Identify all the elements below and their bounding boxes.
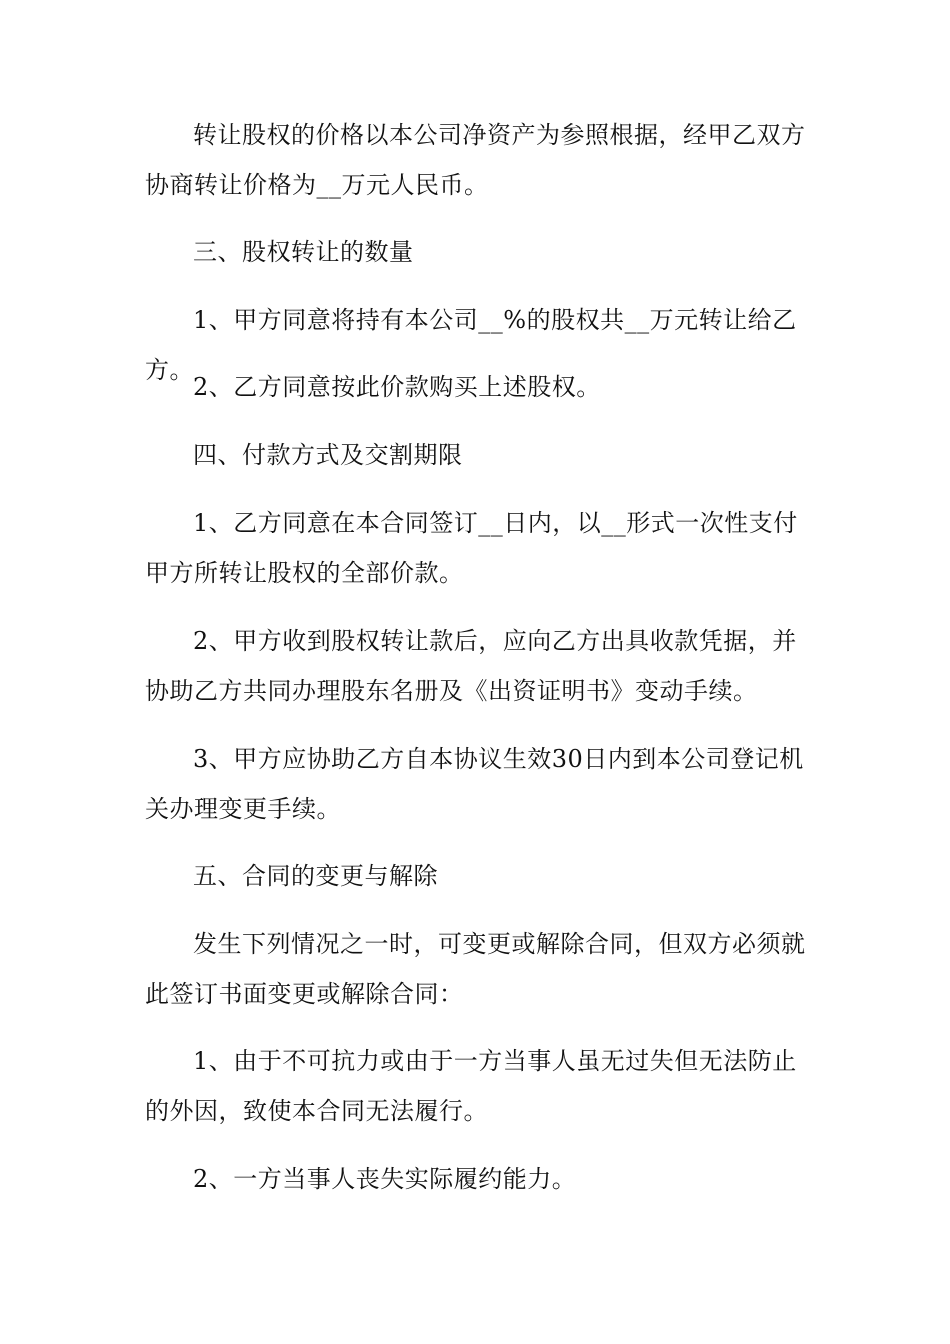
- paragraph-4-3: 3、甲方应协助乙方自本协议生效30日内到本公司登记机关办理变更手续。: [145, 745, 804, 823]
- paragraph-5-2: 2、一方当事人丧失实际履约能力。: [193, 1165, 577, 1193]
- heading-section-5: 五、合同的变更与解除: [193, 862, 438, 890]
- paragraph-5-1: 1、由于不可抗力或由于一方当事人虽无过失但无法防止的外因，致使本合同无法履行。: [145, 1047, 797, 1125]
- paragraph-3-1: 1、甲方同意将持有本公司__%的股权共__万元转让给乙方。: [145, 306, 797, 384]
- paragraph-4-2: 2、甲方收到股权转让款后，应向乙方出具收款凭据，并协助乙方共同办理股东名册及《出资证明书》变动手续。: [145, 627, 797, 705]
- paragraph-4-1: 1、乙方同意在本合同签订__日内，以__形式一次性支付甲方所转让股权的全部价款。: [145, 509, 798, 587]
- paragraph-3-2: 2、乙方同意按此价款购买上述股权。: [193, 373, 601, 401]
- paragraph-price: 转让股权的价格以本公司净资产为参照根据，经甲乙双方协商转让价格为__万元人民币。: [145, 121, 806, 199]
- heading-section-3: 三、股权转让的数量: [193, 238, 414, 266]
- paragraph-5-intro: 发生下列情况之一时，可变更或解除合同，但双方必须就此签订书面变更或解除合同：: [145, 930, 806, 1008]
- heading-section-4: 四、付款方式及交割期限: [193, 441, 463, 469]
